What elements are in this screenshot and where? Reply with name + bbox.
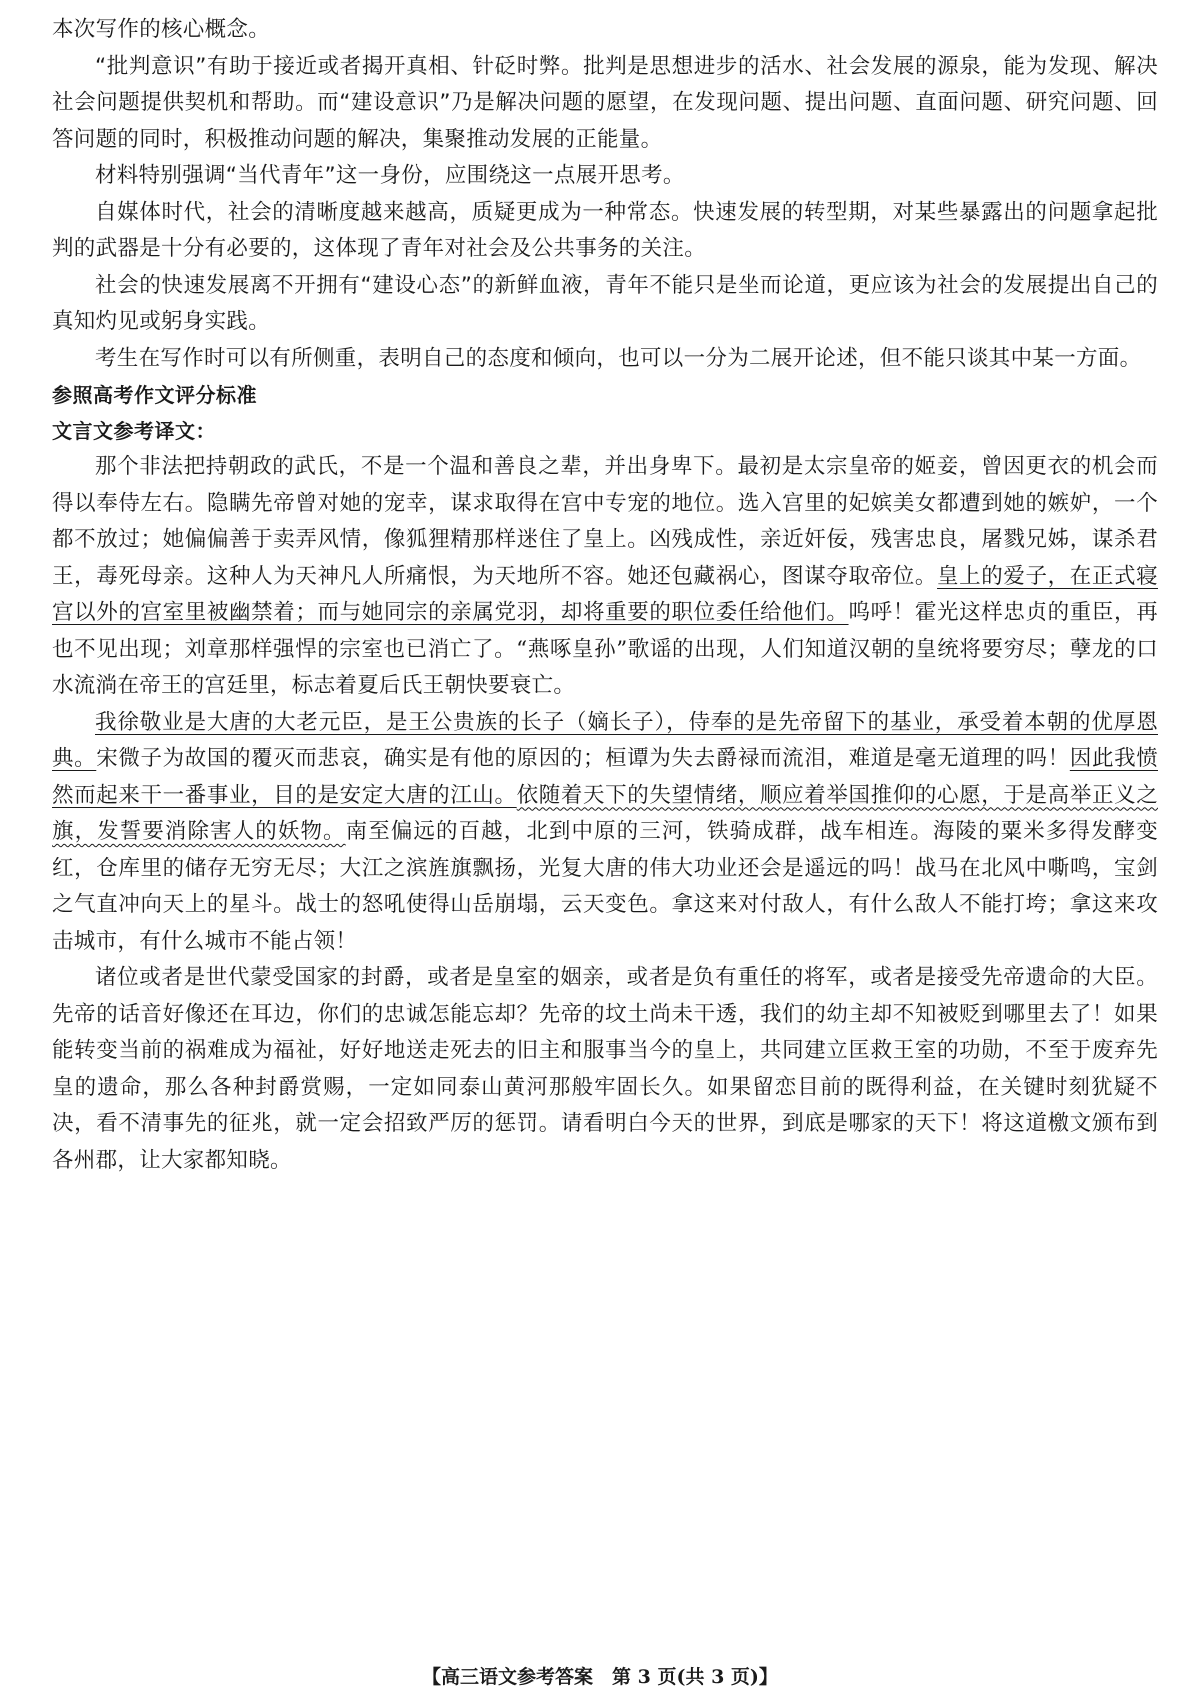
- translation-heading: 文言文参考译文：: [52, 419, 216, 443]
- essay-paragraph-4: 自媒体时代，社会的清晰度越来越高，质疑更成为一种常态。快速发展的转型期，对某些暴露出的问题拿起批判的武器是十分有必要的，这体现了青年对社会及公共事务的关注。: [52, 199, 1158, 261]
- page-body: [52, 12, 1158, 1179]
- translation-text: 南至偏远的百越，北到中原的三河，铁骑成群，战车相连。海陵的粟米多得发酵变红，仓库里的储存无穷无尽；大江之滨旌旗飘扬，光复大唐的伟大功业还会是遥远的吗！战马在北风中嘶鸣，宝剑之气直冲向天上的星斗。战士的怒吼使得山岳崩塌，云天变色。拿这来对付敌人，有什么敌人不能打垮；拿这来攻击城市，有什么城市不能占领！: [52, 819, 1158, 954]
- translation-paragraph-1: [52, 449, 1158, 705]
- translation-text: 宋微子为故国的覆灭而悲哀，确实是有他的原因的；桓谭为失去爵禄而流泪，难道是毫无道理的吗！: [96, 746, 1070, 771]
- essay-paragraph-3: 材料特别强调“当代青年”这一身份，应围绕这一点展开思考。: [95, 163, 685, 188]
- underlined-key-sentence: 皇上的爱子，在正式寝宫以外的宫室里被幽禁着；而与她同宗的亲属党羽，却将重要的职位委任给他们。: [52, 563, 1158, 625]
- page-footer: 【高三语文参考答案 第 3 页(共 3 页)】: [422, 1666, 778, 1688]
- essay-paragraph-1: 本次写作的核心概念。: [52, 17, 271, 42]
- wavy-underlined-sentence: 依随着天下的失望情绪，顺应着举国推仰的心愿，于是高举正义之旗，发誓要消除害人的妖物。: [52, 782, 1158, 844]
- essay-paragraph-6: 考生在写作时可以有所侧重，表明自己的态度和倾向，也可以一分为二展开论述，但不能只谈其中某一方面。: [95, 345, 1142, 371]
- translation-text: 呜呼！霍光这样忠贞的重臣，再也不见出现；刘章那样强悍的宗室也已消亡了。“燕啄皇孙”歌谣的出现，人们知道汉朝的皇统将要穷尽；孽龙的口水流淌在帝王的宫廷里，标志着夏后氏王朝快要衰亡。: [52, 600, 1158, 698]
- essay-paragraph-5: 社会的快速发展离不开拥有“建设心态”的新鲜血液，青年不能只是坐而论道，更应该为社会的发展提出自己的真知灼见或躬身实践。: [52, 272, 1158, 334]
- scoring-standard-heading: 参照高考作文评分标准: [52, 383, 257, 407]
- essay-paragraph-2: “批判意识”有助于接近或者揭开真相、针砭时弊。批判是思想进步的活水、社会发展的源泉，能为发现、解决社会问题提供契机和帮助。而“建设意识”乃是解决问题的愿望，在发现问题、提出问题、直面问题、研究问题、回答问题的同时，积极推动问题的解决，集聚推动发展的正能量。: [52, 53, 1158, 152]
- translation-paragraph-3: 诸位或者是世代蒙受国家的封爵，或者是皇室的姻亲，或者是负有重任的将军，或者是接受先帝遗命的大臣。先帝的话音好像还在耳边，你们的忠诚怎能忘却？先帝的坟土尚未干透，我们的幼主却不知被贬到哪里去了！如果能转变当前的祸难成为福祉，好好地送走死去的旧主和服事当今的皇上，共同建立匡救王室的功勋，不至于废弃先皇的遗命，那么各种封爵赏赐，一定如同泰山黄河那般牢固长久。如果留恋目前的既得利益，在关键时刻犹疑不决，看不清事先的征兆，就一定会招致严厉的惩罚。请看明白今天的世界，到底是哪家的天下！将这道檄文颁布到各州郡，让大家都知晓。: [52, 965, 1158, 1173]
- translation-text: 那个非法把持朝政的武氏，不是一个温和善良之辈，并出身卑下。最初是太宗皇帝的姬妾，曾因更衣的机会而得以奉侍左右。隐瞒先帝曾对她的宠幸，谋求取得在宫中专宠的地位。选入宫里的妃嫔美女都遭到她的嫉妒，一个都不放过；她偏偏善于卖弄风情，像狐狸精那样迷住了皇上。凶残成性，亲近奸佞，残害忠良，屠戮兄姊，谋杀君王，毒死母亲。这种人为天神凡人所痛恨，为天地所不容。她还包藏祸心，图谋夺取帝位。: [52, 454, 1158, 589]
- translation-paragraph-2: [52, 705, 1158, 961]
- underlined-key-sentence: 因此我愤然而起来干一番事业，目的是安定大唐的江山。: [52, 746, 1158, 808]
- underlined-key-sentence: 我徐敬业是大唐的大老元臣，是王公贵族的长子（嫡长子），侍奉的是先帝留下的基业，承受着本朝的优厚恩典。: [52, 709, 1158, 771]
